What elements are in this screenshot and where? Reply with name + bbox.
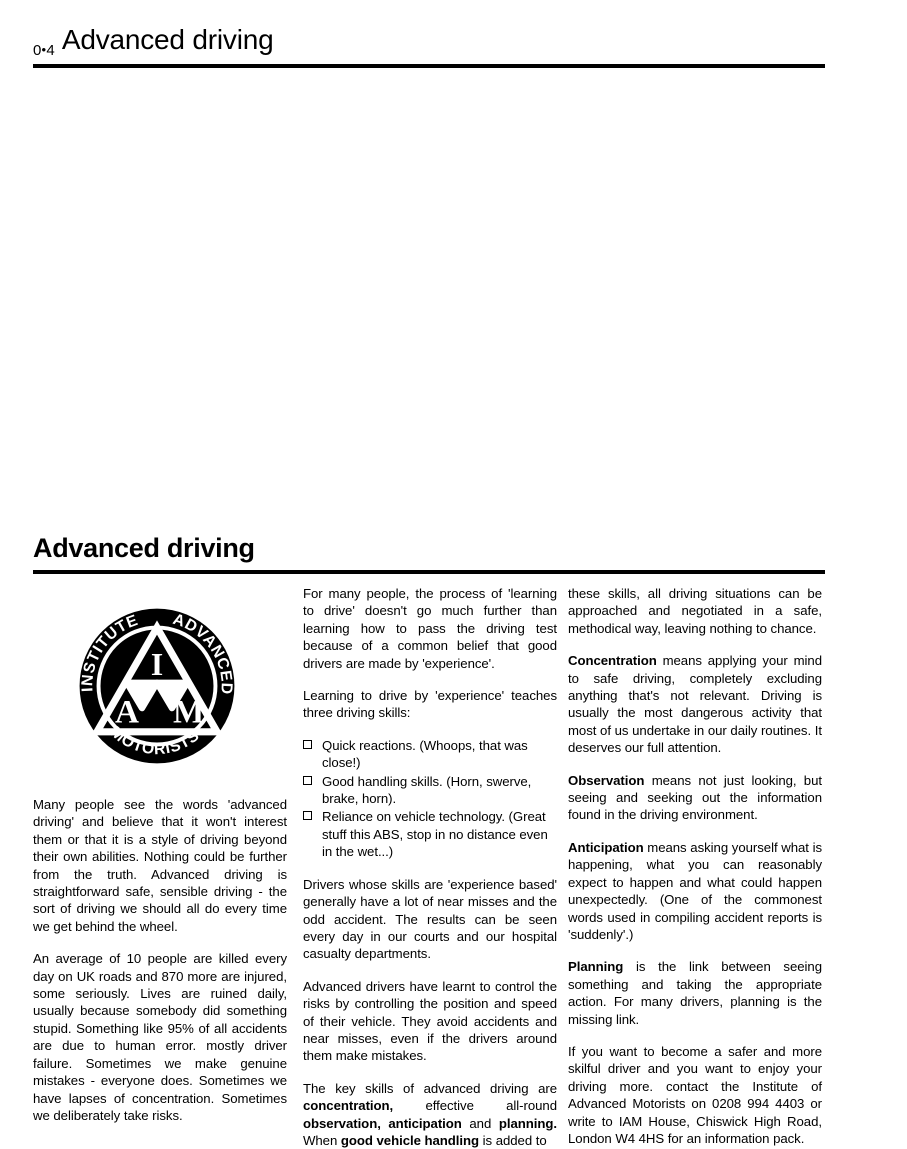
key-skill-vehicle-handling: good vehicle handling <box>340 1132 480 1148</box>
text-run: means asking yourself what is happening, what you can reasonably expect to happen and what could happen unexpectedly. (One of the commonest words used in compiling accident reports is 'suddenly'.) <box>568 839 822 942</box>
text-run: means not just looking, but seeing and seeking out the information found in the driving environment. <box>568 772 822 823</box>
list-item <box>303 737 557 772</box>
text-run: is the link between seeing something and taking the appropriate action. For many drivers, planning is the missing link. <box>568 959 822 1027</box>
paragraph: Drivers whose skills are 'experience based' generally have a lot of near misses and the odd accident. The results can be seen every day in our courts and our hospital casualty departments. <box>303 876 557 962</box>
list-item-label: Good handling skills. (Horn, swerve, brake, horn). <box>322 773 532 807</box>
list-item-label: Quick reactions. (Whoops, that was close!) <box>322 737 528 771</box>
paragraph-observation <box>568 772 822 824</box>
paragraph: An average of 10 people are killed every day on UK roads and 870 more are injured, some seriously. Lives are ruined daily, usually because somebody did something stupid. Something like 95% of all accidents are due to human error. mostly driver failure. Sometimes we make genuine mistakes - everyone does. Sometimes we have lapses of concentration. Sometimes we deliberately take risks. <box>33 951 287 1123</box>
checkbox-icon <box>303 811 312 820</box>
folio-number: 0 <box>33 42 42 59</box>
article-body <box>33 585 825 1148</box>
logo-arc-motorists: MOTORISTS <box>106 723 204 759</box>
term-planning: Planning <box>568 959 624 975</box>
paragraph-planning <box>568 958 822 1028</box>
paragraph: For many people, the process of 'learning to drive' doesn't go much further than learning how to pass the driving test because of a common belief that good drivers are made by 'experience'. <box>303 586 557 671</box>
paragraph: Learning to drive by 'experience' teaches three driving skills: <box>303 688 557 721</box>
paragraph: Advanced drivers have learnt to control the risks by controlling the position and speed of their vehicle. They avoid accidents and near misses, even if the drivers around them make mistakes. <box>303 978 557 1064</box>
institute-of-advanced-motorists-logo <box>78 603 236 769</box>
paragraph-concentration <box>568 652 822 756</box>
logo-letter-i: I <box>150 646 164 682</box>
list-item <box>303 773 557 808</box>
key-skill-planning: planning. <box>498 1115 557 1131</box>
header-title: Advanced driving <box>61 24 274 55</box>
text-run: effective all-round <box>393 1098 557 1114</box>
page-title: Advanced driving <box>33 533 255 563</box>
text-run: When <box>303 1132 341 1148</box>
paragraph: Many people see the words 'advanced driving' and believe that it won't interest them or that it is a style of driving beyond their own abilities. Nothing could be further from the truth. Advanced driving is straightforward safe, sensible driving - the sort of driving we should all do every time we get behind the wheel. <box>33 797 287 934</box>
logo-letter-a: A <box>114 693 139 731</box>
text-column-2 <box>303 585 557 1149</box>
page-header <box>33 24 825 68</box>
text-column-1 <box>33 585 287 1124</box>
paragraph-key-skills <box>303 1080 557 1149</box>
text-run: and <box>461 1115 499 1131</box>
term-anticipation: Anticipation <box>568 839 644 855</box>
term-concentration: Concentration <box>568 653 657 669</box>
list-item <box>303 808 557 860</box>
folio <box>33 42 55 59</box>
header-divider <box>33 64 825 68</box>
folio-separator-icon: • <box>41 42 47 57</box>
list-item-label: Reliance on vehicle technology. (Great stuff this ABS, stop in no distance even in the wet...) <box>322 809 548 860</box>
logo-letter-m: M <box>172 693 205 731</box>
logo-arc-institute: INSTITUTE <box>79 611 141 693</box>
checkbox-icon <box>303 740 312 749</box>
checkbox-icon <box>303 776 312 785</box>
key-skill-concentration: concentration, <box>303 1098 394 1114</box>
text-run: The key skills of advanced driving are <box>303 1080 557 1096</box>
paragraph-anticipation <box>568 839 822 943</box>
paragraph-contact: If you want to become a safer and more skilful driver and you want to enjoy your driving more. contact the Institute of Advanced Motorists on 0208 994 4403 or write to IAM House, Chiswick High Road, London W4 4HS for an information pack. <box>568 1043 822 1146</box>
key-skill-observation-anticipation: observation, anticipation <box>303 1115 462 1131</box>
paragraph: these skills, all driving situations can be approached and negotiated in a safe, methodical way, leaving nothing to chance. <box>568 586 822 636</box>
text-run: means applying your mind to safe driving, completely excluding anything that's not relevant. Driving is usually the most dangerous activity that most of us undertake in our daily routines. It deserves our full attention. <box>568 653 822 756</box>
folio-page: 4 <box>46 42 55 59</box>
term-observation: Observation <box>568 772 645 788</box>
logo-arc-advanced: ADVANCED <box>170 610 235 696</box>
driving-skills-list <box>303 737 557 861</box>
title-divider <box>33 570 825 574</box>
text-run: is added to <box>479 1132 547 1148</box>
text-column-3 <box>568 585 822 1147</box>
